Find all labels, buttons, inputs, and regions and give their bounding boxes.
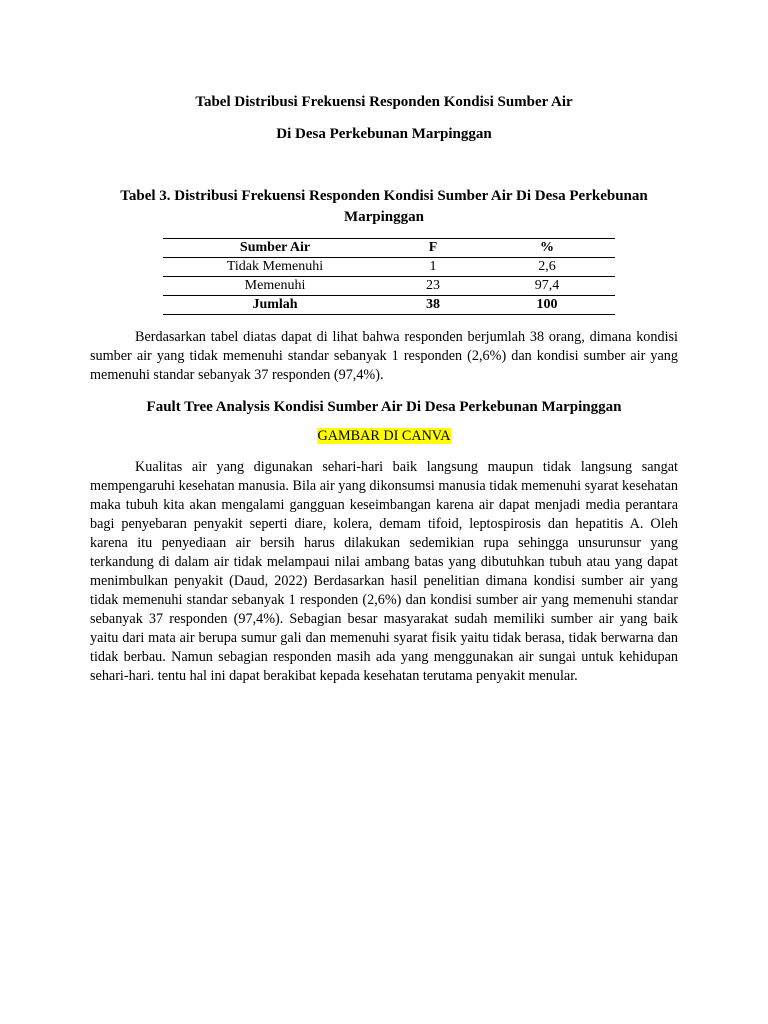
fta-heading: Fault Tree Analysis Kondisi Sumber Air Di Desa Perkebunan Marpinggan xyxy=(146,399,622,415)
table-row xyxy=(163,258,615,277)
image-placeholder-label: GAMBAR DI CANVA xyxy=(317,428,451,444)
paragraph-table-summary: Berdasarkan tabel diatas dapat di lihat bahwa responden berjumlah 38 orang, dimana kondisi sumber air yang tidak memenuhi standar sebanyak 1 responden (2,6%) dan kondisi sumber air yang memenuhi standar sebanyak 37 responden (97,4%). xyxy=(90,329,678,383)
table-total-row xyxy=(163,296,615,315)
table-cell: 2,6 xyxy=(479,258,615,277)
table-row xyxy=(163,277,615,296)
table-cell: Tidak Memenuhi xyxy=(163,258,387,277)
table-header-row xyxy=(163,239,615,258)
column-header-f: F xyxy=(387,239,479,258)
table-caption: Tabel 3. Distribusi Frekuensi Responden Kondisi Sumber Air Di Desa Perkebunan Marpinggan xyxy=(120,188,648,225)
table-total-percent: 100 xyxy=(479,296,615,315)
frequency-table xyxy=(163,238,615,315)
table-total-label: Jumlah xyxy=(163,296,387,315)
table-cell: 97,4 xyxy=(479,277,615,296)
document-title-line-1: Tabel Distribusi Frekuensi Responden Kondisi Sumber Air xyxy=(195,94,573,110)
column-header-sumber-air: Sumber Air xyxy=(163,239,387,258)
column-header-percent: % xyxy=(479,239,615,258)
table-cell: Memenuhi xyxy=(163,277,387,296)
paragraph-water-quality: Kualitas air yang digunakan sehari-hari baik langsung maupun tidak langsung sangat mempengaruhi kesehatan manusia. Bila air yang dikonsumsi manusia tidak memenuhi syarat kesehatan maka tubuh kita akan mengalami gangguan keseimbangan karena air dapat menjadi media perantara bagi penyebaran penyakit seperti diare, kolera, demam tifoid, leptospirosis dan hepatitis A. Oleh karena itu penyediaan air bersih harus dilakukan sedemikian rupa sehingga unsurunsur yang terkandung di dalam air tidak melampaui nilai ambang batas yang dibutuhkan tubuh atau yang dapat menimbulkan penyakit (Daud, 2022) Berdasarkan hasil penelitian dimana kondisi sumber air yang tidak memenuhi standar sebanyak 1 responden (2,6%) dan kondisi sumber air yang memenuhi standar sebanyak 37 responden (97,4%). Sebagian besar masyarakat sudah memiliki sumber air yang baik yaitu dari mata air berupa sumur gali dan memenuhi syarat fisik yaitu tidak berasa, tidak berwarna dan tidak berbau. Namun sebagian responden masih ada yang menggunakan air sungai untuk kehidupan sehari-hari. tentu hal ini dapat berakibat kepada kesehatan terutama penyakit menular. xyxy=(90,459,678,684)
document-title-line-2: Di Desa Perkebunan Marpinggan xyxy=(276,126,492,142)
table-total-f: 38 xyxy=(387,296,479,315)
image-placeholder xyxy=(90,428,678,445)
table-cell: 1 xyxy=(387,258,479,277)
table-cell: 23 xyxy=(387,277,479,296)
